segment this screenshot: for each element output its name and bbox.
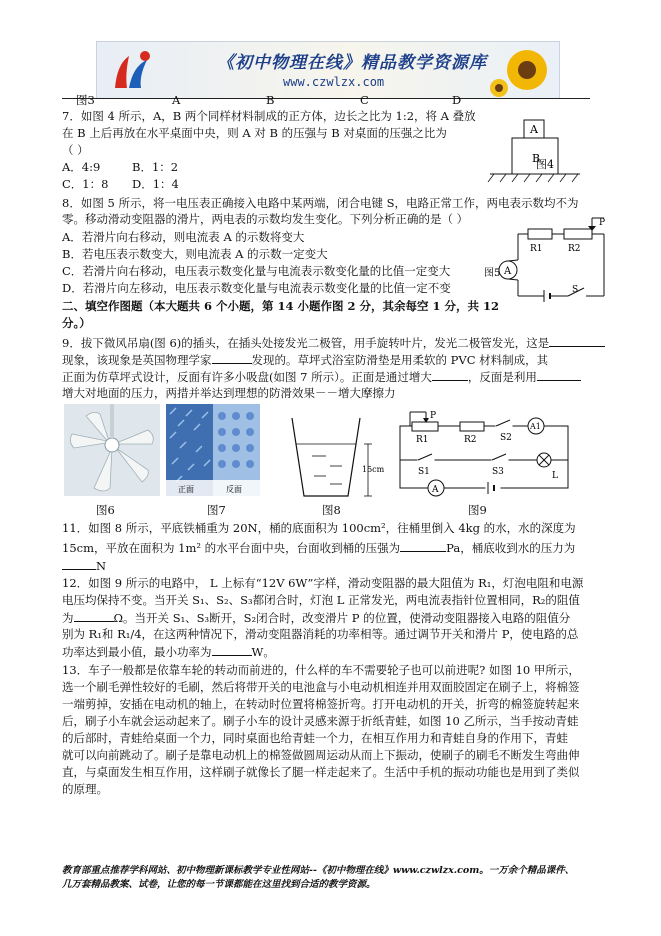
section2-heading-line2: 分。） (62, 316, 91, 330)
fig8-height-label: 15cm (362, 465, 385, 474)
option-a: A (172, 93, 181, 107)
fig9-label-s1: S1 (418, 467, 430, 477)
q9-line2b: 发现的。草坪式浴室防滑垫是用柔软的 PVC 材料制成，其 (251, 353, 549, 367)
fig5-caption: 图5 (484, 268, 501, 279)
q11-line3 (62, 558, 106, 574)
fig6-caption: 图6 (96, 503, 115, 517)
fig8-caption: 图8 (322, 503, 341, 517)
q9-blank-2[interactable] (212, 352, 252, 364)
q9-line1 (62, 335, 605, 351)
fig9-label-a: A (432, 485, 439, 495)
fig9-label-s2: S2 (500, 433, 512, 443)
fig5-label-r1: R1 (530, 244, 543, 254)
q7-option-b: B．1：2 (132, 160, 179, 174)
q9-line1-text: 9．拔下微风吊扇(图 6)的插头，在插头处接发光二极管，用手旋转叶片，发光二极管发光，这是 (62, 336, 550, 350)
q9-line4: 增大对地面的压力，两措并举达到理想的防滑效果－－增大摩擦力 (62, 386, 396, 400)
fig7-caption: 图7 (207, 503, 226, 517)
fig9-label-a1: A1 (530, 422, 541, 431)
q11-line3-unit: N (96, 559, 107, 573)
fig4-hatching (488, 174, 578, 182)
q7-option-d: D．1：4 (132, 177, 179, 191)
q7-option-c: C．1：8 (62, 177, 109, 191)
q11-blank-2[interactable] (62, 558, 96, 570)
fig7-back-label: 反面 (226, 485, 242, 494)
q12-line3a: 为 (62, 611, 74, 625)
option-d: D (452, 93, 462, 107)
q11-line2b: Pa，桶底收到水的压力为 (446, 541, 576, 555)
fig9-label-r2: R2 (464, 435, 477, 445)
option-b: B (266, 93, 275, 107)
footer-line2: 几万套精品教案、试卷，让您的每一节课都能在这里找到合适的教学资源。 (62, 879, 376, 890)
fig9-rheostat-r1 (412, 422, 438, 431)
fig4-block-a-label: A (530, 123, 538, 136)
q8-option-a: A．若滑片向右移动，则电流表 A 的示数将变大 (62, 230, 305, 244)
fig4-block-b-label: B (532, 152, 541, 165)
q7-options-ab (62, 160, 179, 175)
q13-line8: 的原理。 (62, 782, 108, 796)
q12-blank-2[interactable] (212, 644, 252, 656)
site-logo (107, 46, 157, 94)
q9-blank-4[interactable] (537, 369, 581, 381)
figure-6-fan-photo (64, 404, 160, 496)
fig5-resistor-r2 (564, 229, 592, 239)
q9-line2a: 现象，该现象是英国物理学家 (62, 353, 212, 367)
fig7-front-label: 正面 (178, 485, 194, 494)
q9-line3b: ，反面是利用 (467, 370, 537, 384)
figure-5-circuit (484, 214, 610, 304)
q7-line2: 在 B 上后再放在水平桌面中央，则 A 对 B 的压强与 B 对桌面的压强之比为 (62, 126, 447, 140)
fig9-label-l: L (552, 471, 558, 481)
q8-line2: 零。移动滑动变阻器的滑片，两电表的示数均发生变化。下列分析正确的是（ ） (62, 212, 469, 226)
fig9-label-p: P (430, 411, 437, 421)
option-c: C (360, 93, 369, 107)
q12-line3b: Ω。当开关 S₁、S₃断开，S₂闭合时，改变滑片 P 的位置，使滑动变阻器接入电路的阻值分 (113, 611, 571, 625)
q13-line1: 13．车子一般都是依靠车轮的转动而前进的，什么样的车不需要轮子也可以前进呢? 如图 10 甲所示， (62, 663, 580, 677)
q7-options-cd (62, 177, 179, 192)
q8-option-d: D．若滑片向左移动，电压表示数变化量与电流表示数变化量的比值一定不变 (62, 281, 451, 295)
q12-line4: 别为 R₁和 R₁/4，在这两种情况下，滑动变阻器消耗的功率相等。通过调节开关和滑片 P，使电路的总 (62, 627, 579, 641)
sunflower-decoration (489, 42, 559, 98)
figure-4 (486, 116, 582, 186)
footer-line1: 教育部重点推荐学科网站、初中物理新课标教学专业性网站--《初中物理在线》www.czwlzx.com。一万余个精品课件、 (62, 865, 575, 876)
q9-line3 (62, 369, 581, 385)
fig9-label-r1: R1 (416, 435, 429, 445)
q13-line6: 就可以向前跳动了。刷子是靠电动机上的棉签做圆周运动从而上下振动，使刷子的刷毛不断发生弯曲伸 (62, 748, 580, 762)
q12-line5a: 功率达到最小值，最小功率为 (62, 645, 212, 659)
q11-blank-1[interactable] (400, 540, 446, 552)
fig5-label-s: S (572, 285, 579, 295)
q8-line1: 8．如图 5 所示，将一电压表正确接入电路中某两端，闭合电键 S，电路正常工作，两电表示数均不为 (62, 196, 579, 210)
q12-line3 (62, 610, 570, 626)
q12-line2: 电压均保持不变。当开关 S₁、S₂、S₃都闭合时，灯泡 L 正常发光，两电流表指针位置相同，R₂的阻值 (62, 593, 580, 607)
figure-7-mat-photo (166, 404, 260, 496)
q11-line2a: 15cm，平放在面积为 1m² 的水平台面中央，台面收到桶的压强为 (62, 541, 401, 555)
q9-blank-1[interactable] (549, 335, 605, 347)
fig9-caption: 图9 (468, 503, 487, 517)
fig4-caption: 图4 (536, 158, 554, 171)
q13-line4: 后，刷子小车就会运动起来了。刷子小车的设计灵感来源于折纸青蛙，如图 10 乙所示，当手按动青蛙 (62, 714, 579, 728)
fig5-ammeter-label: A (504, 266, 512, 277)
fig5-label-p: P (599, 218, 606, 228)
header-banner (96, 41, 560, 99)
q13-line3: 一端剪掉，安插在电动机的轴上，在转动时位置将棉签折弯。打开电动机的开关，折弯的棉签旋转起来 (62, 697, 580, 711)
fig5-label-r2: R2 (568, 244, 581, 254)
header-rule (62, 98, 590, 99)
q9-line3a: 正面为仿草坪式设计，反面有许多小吸盘(如图 7 所示）。正面是通过增大 (62, 370, 432, 384)
banner-title: 《初中物理在线》精品教学资源库 (217, 53, 487, 73)
fig9-resistor-r2 (460, 422, 484, 431)
q9-line2 (62, 352, 548, 368)
section2-heading-line1: 二、填空作图题（本大题共 6 个小题，第 14 小题作图 2 分，其余每空 1 分，共 12 (62, 299, 500, 313)
q12-line1: 12．如图 9 所示的电路中， L 上标有“12V 6W”字样，滑动变阻器的最大阻值为 R₁，灯泡电阻和电源 (62, 576, 584, 590)
q12-blank-1[interactable] (74, 610, 114, 622)
q8-option-b: B．若电压表示数变大，则电流表 A 的示数一定变大 (62, 247, 328, 261)
q13-line2: 选一个刷毛弹性较好的毛刷，然后将带开关的电池盒与小电动机相连并用双面胶固定在刷子上，将棉签 (62, 680, 580, 694)
q11-line1: 11．如图 8 所示，平底铁桶重为 20N，桶的底面积为 100cm²，往桶里倒入 4kg 的水，水的深度为 (62, 521, 576, 535)
q13-line7: 直，与桌面发生相互作用，这样刷子就像长了腿一样走起来了。生活中手机的振动功能也是用到了类似 (62, 765, 580, 779)
q12-line5 (62, 644, 275, 660)
q9-blank-3[interactable] (432, 369, 468, 381)
fig5-resistor-r1 (528, 229, 552, 239)
figure-9-circuit (396, 408, 574, 498)
fig9-label-s3: S3 (492, 467, 504, 477)
figure-8-bucket (286, 408, 386, 500)
q11-line2 (62, 540, 575, 556)
q13-line5: 的后部时，青蛙给桌面一个力，同时桌面也给青蛙一个力，在相互作用力和青蛙自身的作用下，青蛙 (62, 731, 568, 745)
banner-url: www.czwlzx.com (283, 75, 385, 89)
q8-option-c: C．若滑片向右移动，电压表示数变化量与电流表示数变化量的比值一定变大 (62, 264, 451, 278)
q12-line5b: W。 (251, 645, 275, 659)
q7-line1: 7．如图 4 所示，A，B 两个同样材料制成的正方体，边长之比为 1:2，将 A 叠放 (62, 109, 476, 123)
q7-option-a: A．4:9 (62, 160, 101, 174)
fig3-label: 图3 (76, 93, 95, 107)
q7-line3: （ ） (62, 143, 89, 157)
